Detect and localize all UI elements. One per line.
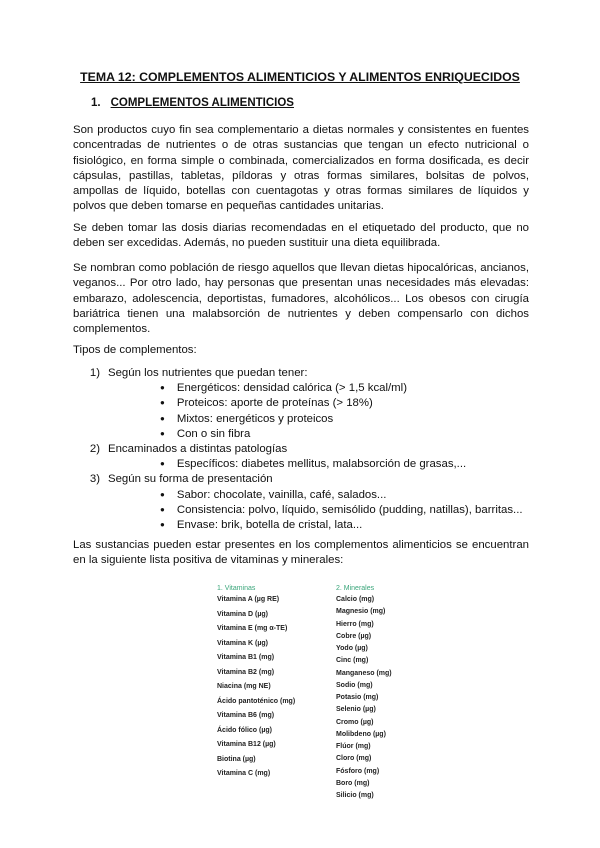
mineral-item: Molibdeno (µg): [336, 730, 386, 738]
mineral-item: Cloro (mg): [336, 755, 372, 763]
vitamin-item: Vitamina B1 (mg): [217, 654, 275, 661]
minerals-column: [336, 585, 392, 804]
mineral-item: Sodio (mg): [336, 681, 373, 689]
paragraph-definition: Son productos cuyo fin sea complementario a dietas normales y consistentes en fuentes concentradas de nutrientes o de otras sustancias que tengan un efecto nutricional o fisiológico, en forma simple o combinada, comercializados en forma dosificada, es decir cápsulas, pastillas, tabletas, píldoras y otras formas similares, bolsitas de polvos, ampollas de líquido, botellas con cuentagotas y otras formas similares de líquidos y polvos que deben tomarse en pequeñas cantidades unitarias.: [73, 124, 529, 213]
mineral-item: Silicio (mg): [336, 792, 374, 799]
vitamin-item: Vitamina A (µg RE): [217, 596, 280, 603]
vitamin-item: Ácido fólico (µg): [217, 726, 272, 734]
section-heading: [91, 97, 294, 109]
type-label: Según los nutrientes que puedan tener:: [108, 367, 308, 379]
bullet-item: ● Envase: brik, botella de cristal, lata...: [160, 518, 529, 533]
vitamin-item: Vitamina K (µg): [217, 639, 268, 647]
bullet-item: ● Proteicos: aporte de proteínas (> 18%): [160, 396, 529, 411]
document-title: TEMA 12: COMPLEMENTOS ALIMENTICIOS Y ALIMENTOS ENRIQUECIDOS: [80, 70, 520, 84]
paragraph-dosage: Se deben tomar las dosis diarias recomendadas en el etiquetado del producto, que no deben ser excedidas. Además, no pueden sustituir una dieta equilibrada.: [73, 222, 529, 250]
vitamin-item: Ácido pantoténico (mg): [217, 697, 296, 705]
type-label: Según su forma de presentación: [108, 473, 273, 486]
paragraph-closing: Las sustancias pueden estar presentes en los complementos alimenticios se encuentran en la siguiente lista positiva de vitaminas y minerales:: [73, 539, 529, 567]
type-subitems: [73, 488, 529, 534]
vitamin-item: Niacina (mg NE): [217, 683, 271, 690]
paragraph-types-intro: Tipos de complementos:: [73, 344, 197, 356]
vitamins-minerals-table: [0, 585, 600, 815]
vitamins-heading: 1. Vitaminas: [217, 585, 256, 592]
mineral-item: Flúor (mg): [336, 743, 371, 750]
mineral-item: Fósforo (mg): [336, 767, 380, 775]
mineral-item: Cinc (mg): [336, 657, 369, 665]
mineral-item: Potasio (mg): [336, 694, 379, 701]
type-subitems: [73, 457, 529, 472]
vitamin-item: Vitamina C (mg): [217, 770, 271, 777]
vitamins-column: [217, 585, 295, 785]
section-label: COMPLEMENTOS ALIMENTICIOS: [110, 97, 294, 109]
vitamin-item: Vitamina B12 (µg): [217, 741, 276, 748]
type-item: [73, 472, 529, 533]
section-number: 1.: [91, 97, 101, 109]
mineral-item: Magnesio (mg): [336, 608, 386, 616]
bullet-item: ● Mixtos: energéticos y proteicos: [160, 412, 529, 427]
vitamin-item: Vitamina B6 (mg): [217, 712, 275, 719]
vitamin-item: Biotina (µg): [217, 755, 256, 763]
type-subitems: [73, 381, 529, 442]
mineral-item: Cromo (µg): [336, 718, 374, 726]
mineral-item: Yodo (µg): [336, 645, 368, 652]
bullet-item: ● Sabor: chocolate, vainilla, café, salados...: [160, 488, 529, 503]
type-number: 2): [89, 443, 100, 456]
mineral-item: Manganeso (mg): [336, 669, 392, 677]
bullet-item: ● Con o sin fibra: [160, 427, 529, 442]
mineral-item: Selenio (µg): [336, 706, 376, 714]
mineral-item: Boro (mg): [336, 779, 370, 787]
bullet-item: ● Energéticos: densidad calórica (> 1,5 kcal/ml): [160, 381, 529, 396]
mineral-item: Calcio (mg): [336, 596, 375, 603]
mineral-item: Cobre (µg): [336, 632, 372, 640]
vitamin-item: Vitamina E (mg α-TE): [217, 625, 288, 632]
type-number: 1): [89, 367, 100, 379]
type-number: 3): [89, 473, 100, 486]
minerals-heading: 2. Minerales: [336, 585, 375, 592]
type-item: [73, 442, 529, 472]
vitamin-item: Vitamina D (µg): [217, 610, 268, 618]
types-list: [73, 366, 529, 533]
type-label: Encaminados a distintas patologías: [108, 443, 288, 456]
bullet-item: ● Específicos: diabetes mellitus, malabsorción de grasas,...: [160, 457, 529, 472]
mineral-item: Hierro (mg): [336, 620, 374, 628]
bullet-item: ● Consistencia: polvo, líquido, semisólido (pudding, natillas), barritas...: [160, 503, 529, 518]
vitamin-item: Vitamina B2 (mg): [217, 668, 275, 676]
paragraph-risk-population: Se nombran como población de riesgo aquellos que llevan dietas hipocalóricas, ancianos, veganos... Por otro lado, hay personas que presentan unas necesidades más elevadas: embarazo, adolescencia, deportistas, fumadores, alcohólicos... Los obesos con cirugía bariátrica tienen una malabsorción de nutrientes y deben compensarlo con dichos complementos.: [73, 262, 529, 336]
type-item: [73, 366, 529, 442]
